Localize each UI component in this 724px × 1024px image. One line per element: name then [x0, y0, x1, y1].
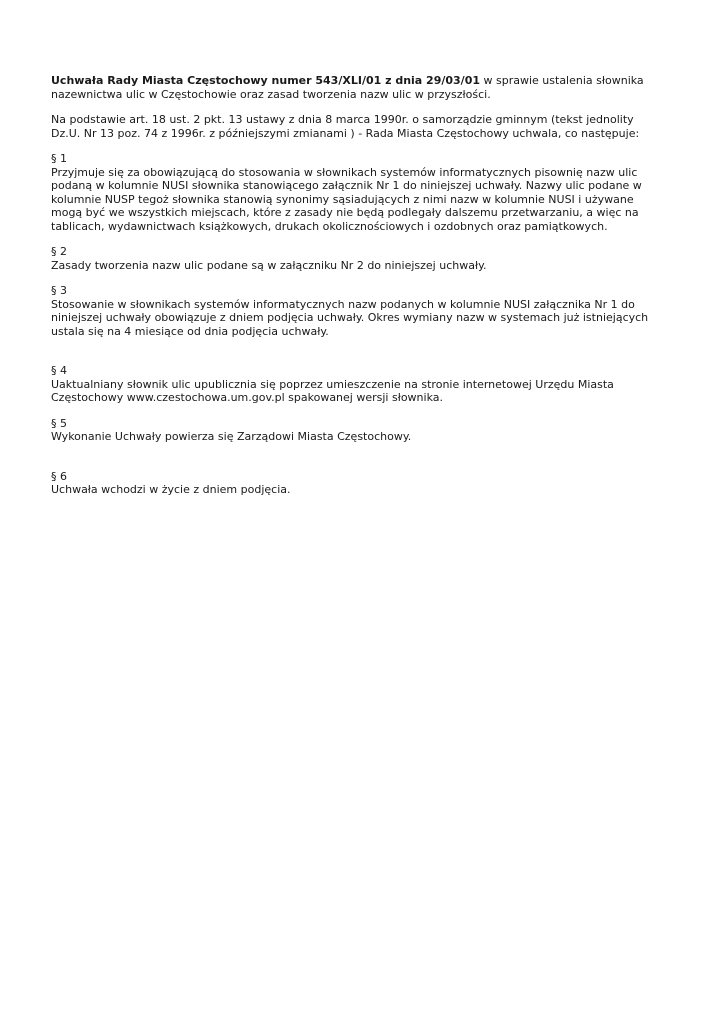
section-text: Stosowanie w słownikach systemów informatycznych nazw podanych w kolumnie NUSI załącznika Nr 1 do niniejszej uchwały obowiązuje z dniem podjęcia uchwały. Okres wymiany nazw w systemach już istniejących ustala się na 4 miesiące od dnia podjęcia uchwały. [51, 297, 649, 338]
section-3 [51, 284, 666, 338]
section-text: Zasady tworzenia nazw ulic podane są w załączniku Nr 2 do niniejszej uchwały. [51, 258, 487, 272]
section-6 [51, 470, 666, 497]
resolution-title-bold: Uchwała Rady Miasta Częstochowy numer 543/XLI/01 z dnia 29/03/01 [51, 74, 481, 87]
section-2 [51, 245, 666, 272]
section-mark: § 1 [51, 152, 67, 165]
section-text: Uchwała wchodzi w życie z dniem podjęcia. [51, 483, 291, 496]
section-mark: § 5 [51, 416, 67, 430]
section-mark: § 2 [51, 245, 67, 258]
section-text: Uaktualniany słownik ulic upublicznia się poprzez umieszczenie na stronie internetowej Urzędu Miasta Częstochowy www.czestochowa.um.gov.pl spakowanej wersji słownika. [51, 377, 614, 404]
section-text: Wykonanie Uchwały powierza się Zarządowi Miasta Częstochowy. [51, 430, 412, 443]
resolution-title-rest: w sprawie ustalenia słownika nazewnictwa ulic w Częstochowie oraz zasad tworzenia nazw ulic w przyszłości. [51, 74, 644, 101]
section-4 [51, 364, 666, 405]
section-mark: § 3 [51, 284, 67, 297]
section-1 [51, 152, 666, 233]
section-mark: § 4 [51, 364, 67, 377]
legal-basis-paragraph: Na podstawie art. 18 ust. 2 pkt. 13 ustawy z dnia 8 marca 1990r. o samorządzie gminnym (tekst jednolity Dz.U. Nr 13 poz. 74 z 1996r. z późniejszymi zmianami ) - Rada Miasta Częstochowy uchwala, co następuje: [51, 113, 640, 140]
resolution-title [51, 74, 666, 101]
section-mark: § 6 [51, 469, 67, 483]
document-page [51, 74, 666, 509]
section-text: Przyjmuje się za obowiązującą do stosowania w słownikach systemów informatycznych pisownię nazw ulic podaną w kolumnie NUSI słownika stanowiącego załącznik Nr 1 do niniejszej uchwały. Nazwy ulic podane w kolumnie NUSP tegoż słownika stanowią synonimy sąsiadujących z nimi nazw w kolumnie NUSI i używane mogą być we wszystkich miejscach, które z zasady nie będą podlegały dalszemu przetwarzaniu, a więc na tablicach, wydawnictwach książkowych, drukach okolicznościowych i ozdobnych oraz pamiątkowych. [51, 165, 642, 233]
section-5 [51, 417, 666, 444]
